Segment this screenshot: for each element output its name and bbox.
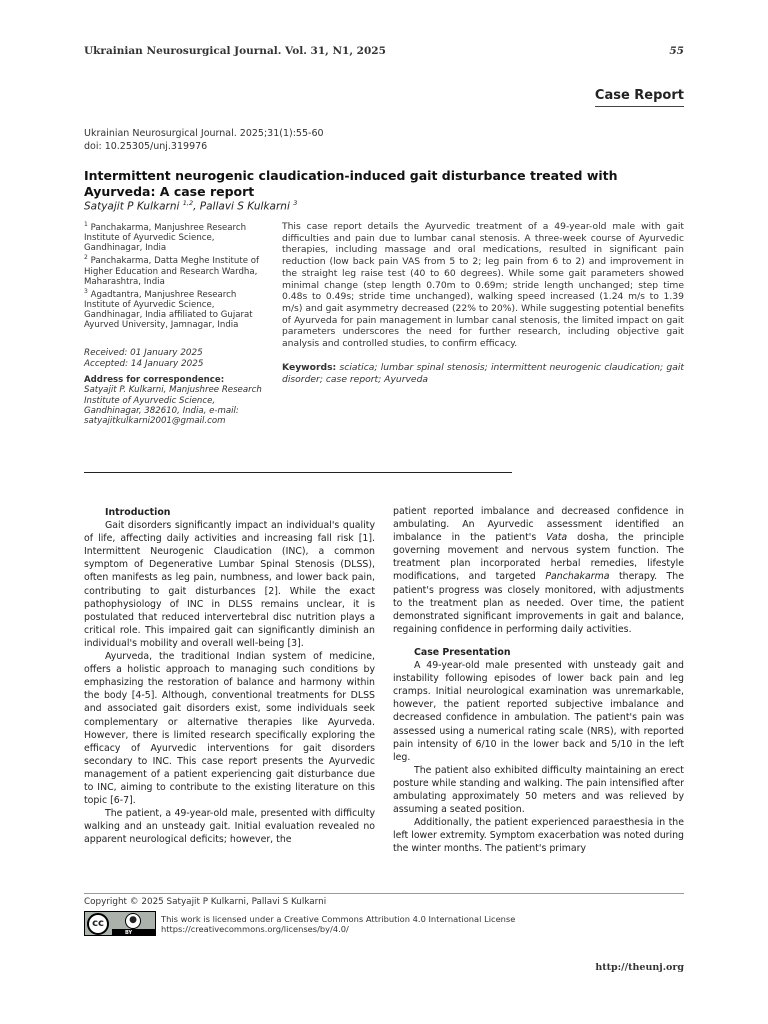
received-date: Received: 01 January 2025: [84, 348, 203, 358]
citation-line: Ukrainian Neurosurgical Journal. 2025;31(1):55-60: [84, 128, 324, 139]
paragraph: patient reported imbalance and decreased confidence in ambulating. An Ayurvedic assessment identified an imbalance in the patient's Vata dosha, the principle governing movement and nervous system function. The treatment plan incorporated herbal remedies, lifestyle modifications, and targeted Panchakarma therapy. The patient's progress was closely monitored, with adjustments to the treatment plan as needed. Over time, the patient demonstrated significant improvements in gait and balance, regaining confidence in performing daily activities.: [393, 506, 685, 635]
section-heading-introduction: Introduction: [105, 507, 171, 518]
affiliation-item: $^1$ Panchakarma, Manjushree Research Institute of Ayurvedic Science, Gandhinagar, India: [84, 221, 247, 254]
keywords-label: Keywords:: [282, 362, 337, 373]
paragraph: Ayurveda, the traditional Indian system of medicine, offers a holistic approach to managing such conditions by emphasizing the restoration of balance and harmony within the body [4-5]. Although, conventional treatments for DLSS and associated gait disorders exist, some individuals seek complementary or alternative therapies like Ayurveda. However, there is limited research specifically exploring the efficacy of Ayurvedic interventions for gait disorders secondary to INC. This case report presents the Ayurvedic management of a patient experiencing gait disturbance due to INC, aiming to contribute to the existing literature on this topic [6-7].: [84, 651, 375, 807]
correspondence-body: Satyajit P. Kulkarni, Manjushree Research Institute of Ayurvedic Science, Gandhinagar, 382610, India, e-mail: satyajitkulkarni2001@gmail.com: [84, 385, 262, 427]
abstract: This case report details the Ayurvedic treatment of a 49-year-old male with gait difficulties and pain due to lumbar canal stenosis. A three-week course of Ayurvedic therapies, including massage and oral medications, resulted in significant pain reduction (low back pain VAS from 5 to 2; leg pain from 6 to 2) and improvement in the straight leg raise test (40 to 60 degrees). While some gait parameters showed minimal change (step length 0.70m to 0.69m; stride length unchanged; step time 0.48s to 0.49s; stride time unchanged), walking speed increased (1.24 m/s to 1.39 m/s) and gait asymmetry decreased (22% to 20%). While suggesting potential benefits of Ayurveda for pain management in lumbar canal stenosis, the limited impact on gait parameters underscores the need for further research, including objective gait analysis and controlled studies, to confirm efficacy.: [282, 221, 684, 350]
article-title: Intermittent neurogenic claudication-induced gait disturbance treated with Ayurveda: A case report: [84, 168, 618, 199]
badge-by-label: BY: [125, 930, 133, 936]
journal-name: Ukrainian Neurosurgical Journal. Vol. 31, N1, 2025: [84, 45, 386, 57]
article-type: Case Report: [595, 88, 684, 107]
license-link[interactable]: https://creativecommons.org/licenses/by/4.0/: [161, 924, 349, 935]
running-header: [84, 45, 684, 61]
author-affil-ref: 1,2: [182, 199, 194, 207]
badge-bar: [112, 929, 155, 935]
body-column-right: [393, 505, 684, 855]
page-number: 55: [669, 45, 684, 57]
author-list: Satyajit P Kulkarni $^{1,2}$, Pallavi S Kulkarni $^3$: [84, 199, 298, 213]
correspondence-heading: Address for correspondence:: [84, 375, 225, 385]
article-dates: [84, 348, 269, 370]
paragraph: The patient, a 49-year-old male, presented with difficulty walking and an unsteady gait. Initial evaluation revealed no apparent neurological deficits; however, the: [84, 808, 375, 846]
affiliation-item: $^3$ Agadtantra, Manjushree Research Institute of Ayurvedic Science, Gandhinagar, India affiliated to Gujarat Ayurved University, Jamnagar, India: [84, 287, 253, 331]
citation-block: [84, 127, 324, 153]
section-divider: [84, 472, 512, 473]
body-column-left: [84, 506, 375, 846]
author-name: Satyajit P Kulkarni: [84, 200, 180, 213]
cc-by-badge[interactable]: [84, 911, 156, 936]
license-statement: This work is licensed under a Creative Commons Attribution 4.0 International License: [161, 914, 516, 924]
author-affil-ref: 3: [293, 199, 298, 207]
affiliation-item: $^2$ Panchakarma, Datta Meghe Institute of Higher Education and Research Wardha, Maharashtra, India: [84, 254, 260, 287]
section-heading-case-presentation: Case Presentation: [414, 646, 511, 658]
affiliations: [84, 220, 269, 331]
creative-commons-icon: cc: [87, 913, 109, 935]
correspondence: [84, 375, 269, 426]
keywords: [282, 362, 684, 385]
accepted-date: Accepted: 14 January 2025: [84, 359, 204, 369]
paragraph: Additionally, the patient experienced paraesthesia in the left lower extremity. Symptom exacerbation was noted during the winter months. The patient's primary: [393, 817, 684, 855]
copyright-notice: Copyright © 2025 Satyajit P Kulkarni, Pallavi S Kulkarni: [84, 897, 327, 907]
keywords-text: sciatica; lumbar spinal stenosis; intermittent neurogenic claudication; gait disorder; case report; Ayurveda: [282, 362, 685, 385]
license-text: [161, 914, 515, 935]
person-icon: ●: [125, 913, 141, 929]
paragraph: A 49-year-old male presented with unsteady gait and instability following episodes of lower back pain and leg cramps. Initial neurological examination was unremarkable, however, the patient reported subjective imbalance and decreased confidence in ambulation. The patient's pain was assessed using a numerical rating scale (NRS), with reported pain intensity of 6/10 in the lower back and 5/10 in the left leg.: [393, 660, 684, 763]
journal-website-link[interactable]: http://theunj.org: [595, 962, 684, 973]
paragraph: Gait disorders significantly impact an individual's quality of life, affecting daily activities and increasing fall risk [1]. Intermittent Neurogenic Claudication (INC), a common symptom of Degenerative Lumbar Spinal Stenosis (DLSS), often manifests as leg pain, numbness, and lower back pain, contributing to gait disturbances [2]. While the exact pathophysiology of INC in DLSS remains unclear, it is postulated that reduced intervertebral disc nutrition plays a critical role. This impaired gait can significantly diminish an individual's mobility and overall well-being [3].: [84, 520, 375, 649]
footer-divider: [84, 893, 684, 894]
doi-line: doi: 10.25305/unj.319976: [84, 141, 208, 152]
paragraph: The patient also exhibited difficulty maintaining an erect posture while standing and walking. The pain intensified after ambulating approximately 50 meters and was relieved by assuming a seated position.: [393, 764, 684, 816]
author-name: Pallavi S Kulkarni: [199, 200, 290, 213]
